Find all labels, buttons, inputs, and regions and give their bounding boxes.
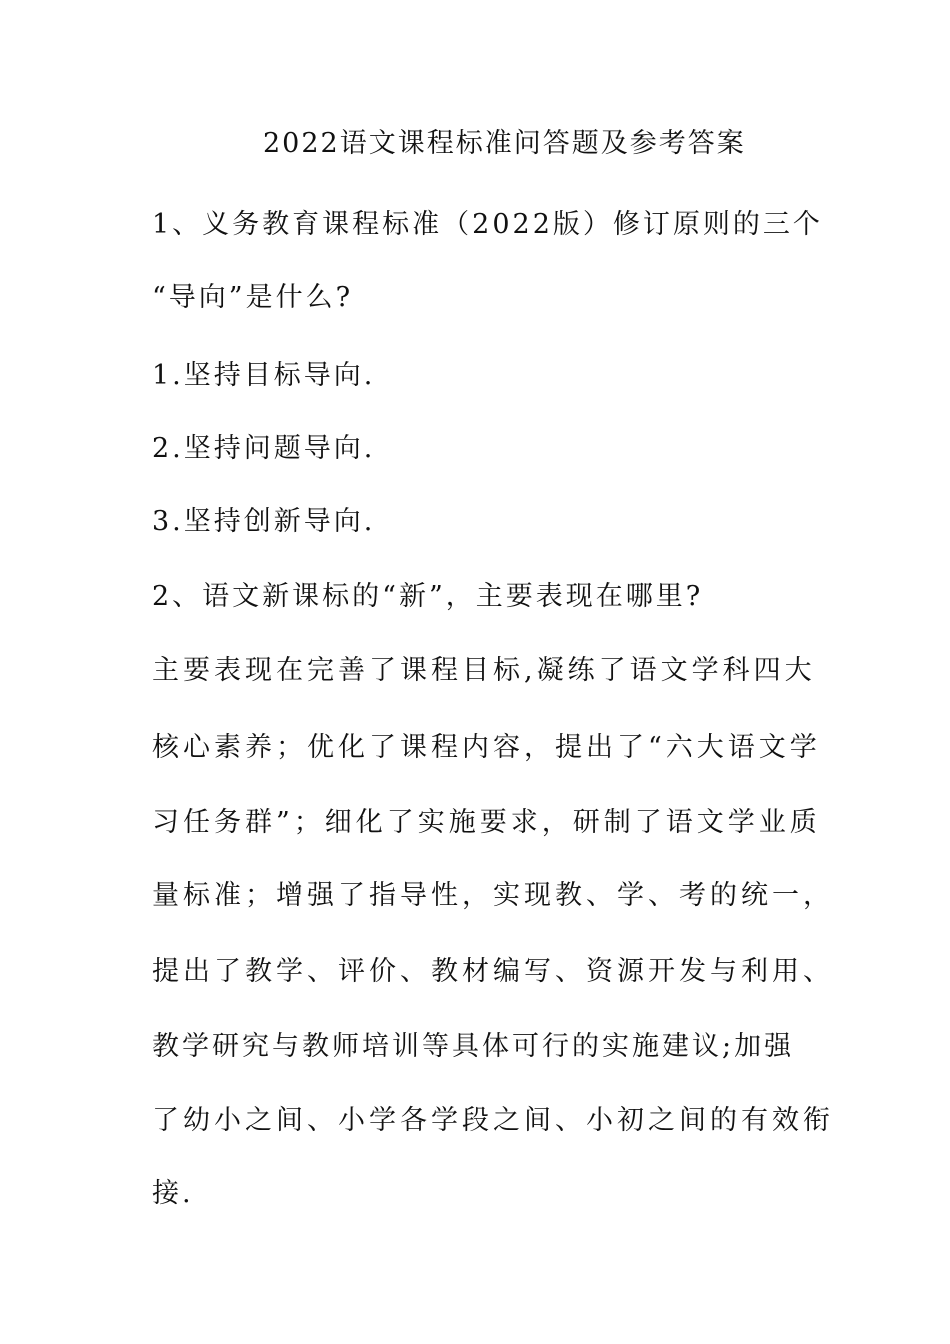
answer-2-line-6: 教学研究与教师培训等具体可行的实施建议;加强 xyxy=(152,1031,795,1062)
answer-1-item-2: 2.坚持问题导向. xyxy=(152,433,376,464)
question-1-line-1: 1、义务教育课程标准（2022版）修订原则的三个 xyxy=(152,209,823,240)
answer-1-item-3: 3.坚持创新导向. xyxy=(152,506,376,537)
question-1-line-2: “导向”是什么? xyxy=(152,282,354,313)
answer-1-item-1: 1.坚持目标导向. xyxy=(152,360,376,391)
answer-2-line-7: 了幼小之间、小学各学段之间、小初之间的有效衔 xyxy=(152,1105,834,1136)
answer-2-line-4: 量标准；增强了指导性，实现教、学、考的统一， xyxy=(152,880,834,911)
answer-2-line-2: 核心素养；优化了课程内容，提出了“六大语文学 xyxy=(152,732,821,763)
answer-2-line-5: 提出了教学、评价、教材编写、资源开发与利用、 xyxy=(152,956,834,987)
answer-2-line-3: 习任务群”；细化了实施要求，研制了语文学业质 xyxy=(152,807,821,838)
document-title: 2022语文课程标准问答题及参考答案 xyxy=(263,128,746,159)
answer-2-line-8: 接. xyxy=(152,1178,194,1209)
answer-2-line-1: 主要表现在完善了课程目标,凝练了语文学科四大 xyxy=(152,655,816,686)
question-2: 2、语文新课标的“新”，主要表现在哪里? xyxy=(152,581,704,612)
